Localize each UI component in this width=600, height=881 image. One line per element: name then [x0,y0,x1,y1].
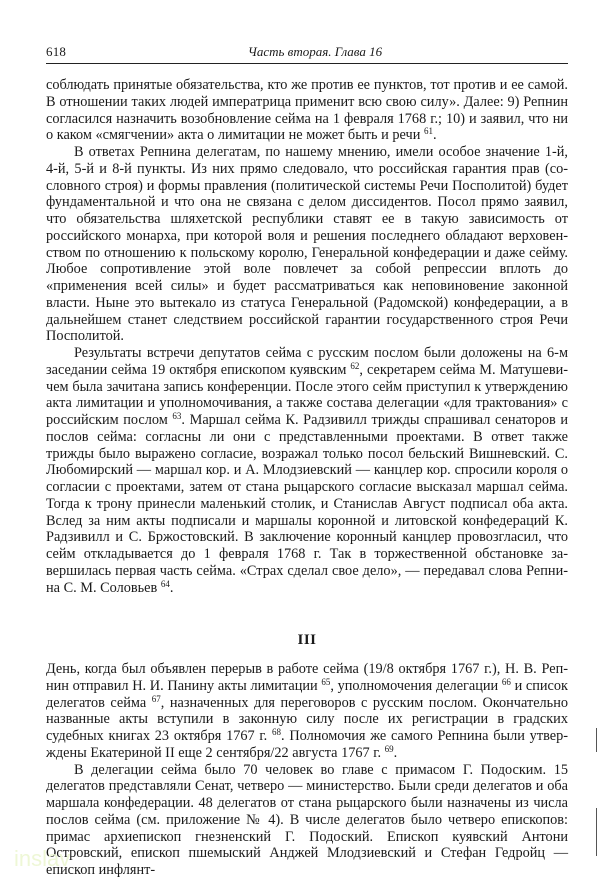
footnote-ref: 62 [350,360,360,371]
header-rule [46,63,568,64]
footnote-ref: 64 [160,578,170,589]
footnote-ref: 68 [272,727,281,737]
footnote-ref: 66 [501,676,511,687]
watermark: inslav [14,846,71,871]
footnote-ref: 63 [172,411,182,421]
running-head: Часть вторая. Глава 16 [247,44,383,59]
margin-mark [596,728,597,752]
footnote-ref: 67 [151,693,161,704]
body-text [46,77,568,879]
page-number: 618 [46,44,67,59]
paragraph: В ответах Репнина делегатам, по нашему мнению, имели особое значение 1-й, 4-й, 5-й и 8-й пункты. Из них прямо следовало, что российская гарантия прав (сословного строя) и формы правления (политической системы Речи Посполитой) будет фундаментальной и что она не связана с делом диссидентов. Посол прямо заявил, что обязательства шляхетской республики ставят ее в такую зависимость от российского монарха, при которой воля и решения последнего обладают верховенством по отношению к польскому королю, Генеральной конфедерации и даже сейму. Любое сопротивление этой воле повлечет за собой репрессии вплоть до «применения всей силы» и будет рассматриваться как неповиновение законной власти. Ныне это вытекало из статуса Генеральной (Радомской) конфедерации, а в дальнейшем станет следствием российской гарантии государственного строя Речи Посполитой. [46,144,568,345]
paragraph: В делегации сейма было 70 человек во главе с примасом Г. Подоским. 15 делегатов представляли Сенат, четверо — министерство. Были среди делегатов и оба маршала конфедерации. 48 делегатов от стана рыцарского были назначены из числа послов сейма (см. приложение № 4). В числе делегатов было четверо епископов: примас архиепископ гнезненский Г. Подоский. Епископ куявский Антони Островский, епископ пшемыский Анджей Млодзиевский и Стефан Гедройц — епископ инфлянт- [46,761,568,878]
footnote-ref: 65 [321,676,331,687]
footnote-ref: 69 [384,743,394,754]
paragraph: соблюдать принятые обязательства, кто же против ее пунктов, тот против и ее самой. В отношении таких людей императрица применит всю свою силу». Далее: 9) Репнин согласился назначить возобновление сейма на 1 февраля 1768 г.; 10) и заявил, что ни о каком «смягчении» акта о лимитации не может быть и речи $^{61}$. [46,77,568,144]
paragraph: Результаты встречи депутатов сейма с русским послом были доложены на 6-м заседании сейма 19 октября епископом куявским $^{62}$, секретарем сейма М. Матушевичем была зачитана запись конференции. После этого сейм приступил к утверждению акта лимитации и уполномочивания, а также состава делегации «для трактования» с российским послом $^{63}$. Маршал сейма К. Радзивилл трижды спрашивал сенаторов и послов сейма: согласны ли они с представленными проектами. В ответ также трижды было выражено согласие, возражал только посол бельский Вишневский. С. Любомирский — маршал кор. и А. Млодзиевский — канцлер кор. спросили короля о согласии с проектами, затем от стана рыцарского согласие высказал маршал сейма. Тогда к трону принесли маленький столик, и Станислав Август подписал оба акта. Вслед за ним акты подписали и маршалы коронной и литовской конфедераций К. Радзивилл и С. Бржостовский. В заключение коронный канцлер провозгласил, что сейм откладывается до 1 февраля 1768 г. Так в торжественной обстановке завершилась первая часть сейма. «Страх сделал свое дело», — передавал слова Репнина С. М. Соловьев $^{64}$. [46,345,568,596]
section-heading: III [297,632,317,649]
paragraph: День, когда был объявлен перерыв в работе сейма (19/8 октября 1767 г.), Н. В. Репнин отправил Н. И. Панину акты лимитации $^{65}$, уполномочения делегации $^{66}$ и список делегатов сейма $^{67}$, назначенных для переговоров с русским послом. Окончательно названные акты вступили в законную силу после их регистрации в градских судебных книгах 23 октября 1767 г. $^{68}$. Полномочия же самого Репнина были утверждены Екатериной II еще 2 сентября/22 августа 1767 г. $^{69}$. [46,661,568,761]
margin-mark [596,808,597,856]
footnote-ref: 61 [423,126,433,137]
